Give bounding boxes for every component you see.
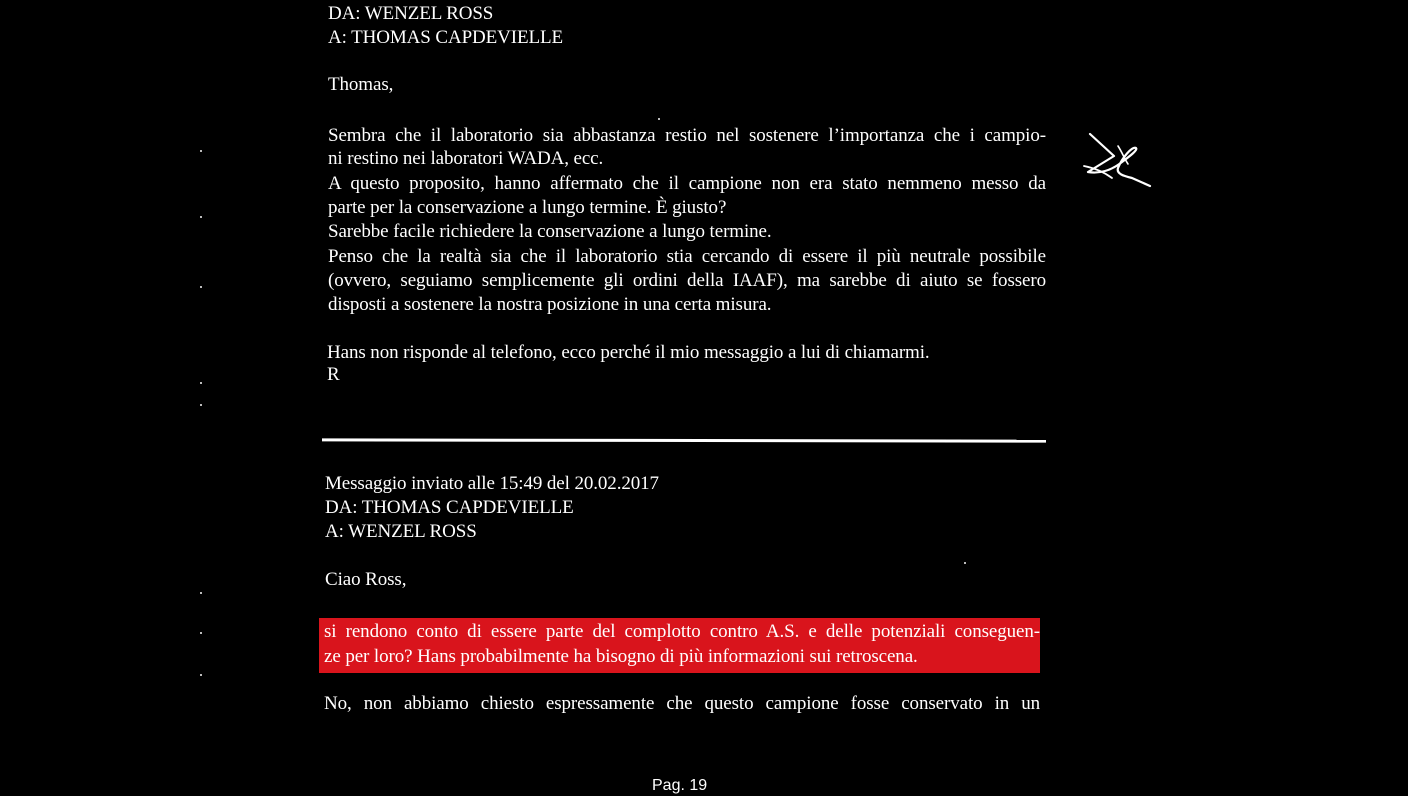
separator-rule — [322, 438, 1046, 442]
email2-sent-info: Messaggio inviato alle 15:49 del 20.02.2017 — [325, 473, 659, 494]
highlighted-line: si rendono conto di essere parte del complotto contro A.S. e delle potenziali conseguen- — [324, 621, 1040, 642]
scan-speck — [964, 562, 966, 564]
scan-speck — [658, 118, 660, 120]
email2-to: A: WENZEL ROSS — [325, 521, 477, 542]
handwritten-initials — [1078, 128, 1156, 192]
email1-body-line: Sarebbe facile richiedere la conservazione a lungo termine. — [328, 221, 772, 242]
email1-to: A: THOMAS CAPDEVIELLE — [328, 27, 564, 48]
scan-speck — [200, 150, 202, 152]
highlighted-line: ze per loro? Hans probabilmente ha bisogno di più informazioni sui retroscena. — [324, 646, 918, 667]
email2-from: DA: THOMAS CAPDEVIELLE — [325, 497, 574, 518]
email1-body-line: A questo proposito, hanno affermato che il campione non era stato nemmeno messo da — [328, 173, 1046, 194]
email1-from: DA: WENZEL ROSS — [328, 3, 494, 24]
email1-body-line: parte per la conservazione a lungo termine. È giusto? — [328, 197, 727, 218]
email1-body-line: disposti a sostenere la nostra posizione in una certa misura. — [328, 294, 772, 315]
scan-speck — [200, 592, 202, 594]
email1-body-line: Penso che la realtà sia che il laboratorio stia cercando di essere il più neutrale possibile — [328, 246, 1046, 267]
email2-body-line: No, non abbiamo chiesto espressamente che questo campione fosse conservato in un — [324, 693, 1040, 714]
email1-body-line: ni restino nei laboratori WADA, ecc. — [328, 148, 604, 169]
scan-speck — [200, 632, 202, 634]
page-number: Pag. 19 — [652, 777, 708, 794]
email1-greeting: Thomas, — [328, 74, 394, 95]
scan-speck — [200, 216, 202, 218]
email2-greeting: Ciao Ross, — [325, 569, 407, 590]
email1-body-line: (ovvero, seguiamo semplicemente gli ordini della IAAF), ma sarebbe di aiuto se fossero — [328, 270, 1046, 291]
scan-speck — [200, 286, 202, 288]
email1-signoff: R — [327, 364, 340, 385]
scan-speck — [200, 674, 202, 676]
scan-speck — [200, 382, 202, 384]
email1-body-line: Sembra che il laboratorio sia abbastanza restio nel sostenere l’importanza che i campio- — [328, 125, 1046, 146]
scan-speck — [200, 404, 202, 406]
email1-closing: Hans non risponde al telefono, ecco perché il mio messaggio a lui di chiamarmi. — [327, 342, 930, 363]
